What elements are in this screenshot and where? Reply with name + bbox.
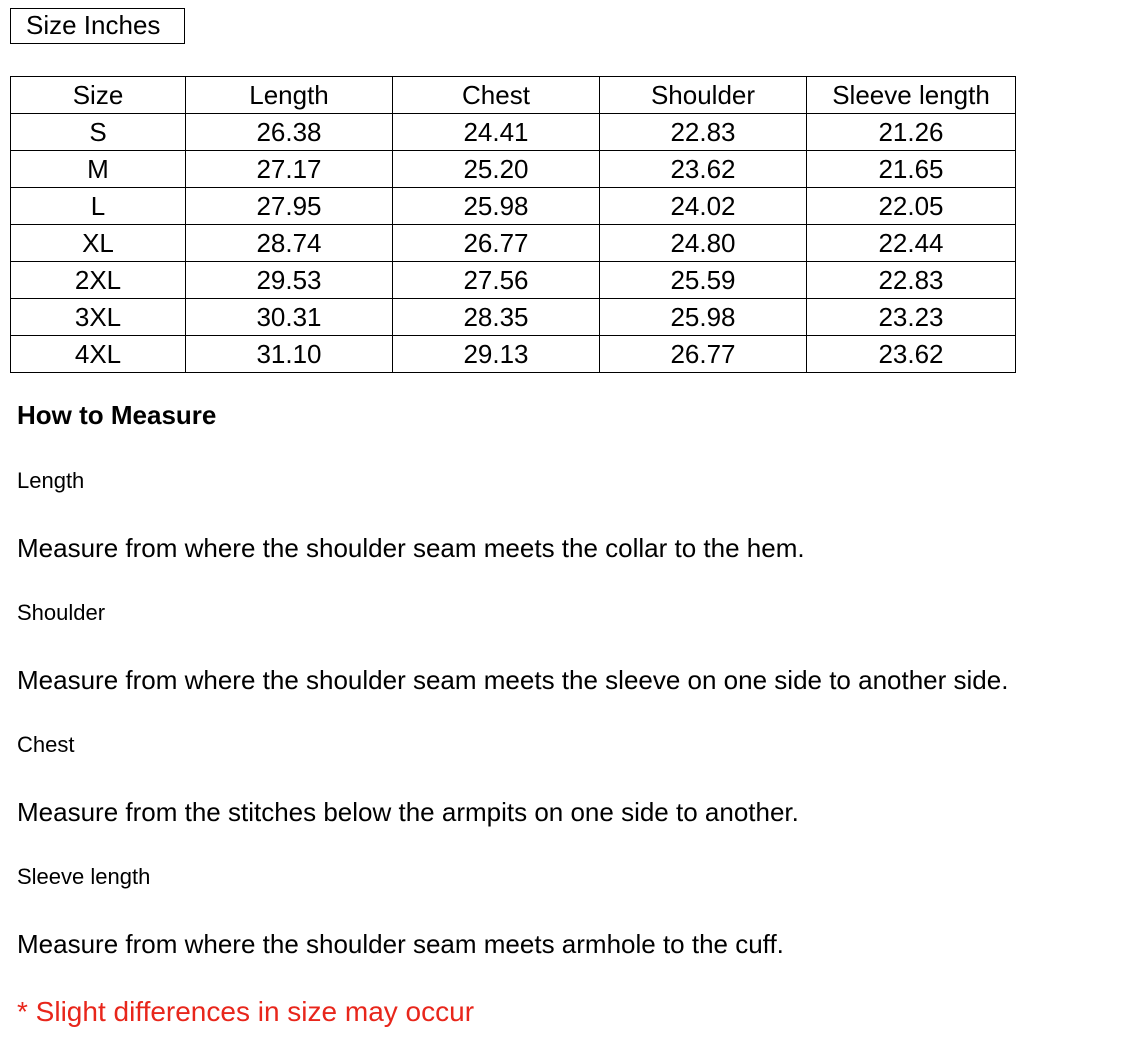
cell-sleeve-length: 22.05: [807, 188, 1016, 225]
term-chest: Chest: [17, 732, 75, 757]
unit-label: Size Inches: [10, 8, 185, 44]
cell-shoulder: 24.80: [600, 225, 807, 262]
table-row: [11, 299, 1016, 336]
table-header-row: [11, 77, 1016, 114]
cell-chest: 25.20: [393, 151, 600, 188]
cell-shoulder: 23.62: [600, 151, 807, 188]
cell-size: M: [11, 151, 186, 188]
cell-sleeve-length: 22.44: [807, 225, 1016, 262]
cell-length: 31.10: [186, 336, 393, 373]
cell-chest: 26.77: [393, 225, 600, 262]
desc-shoulder: Measure from where the shoulder seam meets the sleeve on one side to another side.: [17, 665, 1009, 695]
header-length: Length: [186, 77, 393, 114]
cell-length: 27.17: [186, 151, 393, 188]
table-row: [11, 151, 1016, 188]
table-row: [11, 188, 1016, 225]
cell-size: 2XL: [11, 262, 186, 299]
term-length: Length: [17, 468, 85, 493]
header-chest: Chest: [393, 77, 600, 114]
size-difference-note: * Slight differences in size may occur: [17, 996, 475, 1027]
cell-size: 3XL: [11, 299, 186, 336]
cell-length: 30.31: [186, 299, 393, 336]
cell-length: 28.74: [186, 225, 393, 262]
table-row: [11, 336, 1016, 373]
table-row: [11, 262, 1016, 299]
cell-shoulder: 25.59: [600, 262, 807, 299]
size-chart-table: [10, 76, 1016, 373]
cell-shoulder: 26.77: [600, 336, 807, 373]
desc-sleeve-length: Measure from where the shoulder seam meets armhole to the cuff.: [17, 929, 784, 959]
cell-length: 26.38: [186, 114, 393, 151]
cell-chest: 24.41: [393, 114, 600, 151]
cell-chest: 29.13: [393, 336, 600, 373]
cell-size: S: [11, 114, 186, 151]
cell-size: L: [11, 188, 186, 225]
header-size: Size: [11, 77, 186, 114]
cell-shoulder: 24.02: [600, 188, 807, 225]
header-shoulder: Shoulder: [600, 77, 807, 114]
desc-length: Measure from where the shoulder seam meets the collar to the hem.: [17, 533, 805, 563]
cell-sleeve-length: 23.62: [807, 336, 1016, 373]
table-row: [11, 225, 1016, 262]
cell-sleeve-length: 21.26: [807, 114, 1016, 151]
term-sleeve-length: Sleeve length: [17, 864, 151, 889]
how-to-measure-heading: How to Measure: [17, 400, 217, 430]
cell-size: 4XL: [11, 336, 186, 373]
cell-shoulder: 22.83: [600, 114, 807, 151]
table-row: [11, 114, 1016, 151]
cell-chest: 27.56: [393, 262, 600, 299]
desc-chest: Measure from the stitches below the armpits on one side to another.: [17, 797, 799, 827]
cell-size: XL: [11, 225, 186, 262]
cell-sleeve-length: 21.65: [807, 151, 1016, 188]
cell-sleeve-length: 22.83: [807, 262, 1016, 299]
header-sleeve-length: Sleeve length: [807, 77, 1016, 114]
term-shoulder: Shoulder: [17, 600, 106, 625]
cell-chest: 25.98: [393, 188, 600, 225]
cell-length: 27.95: [186, 188, 393, 225]
cell-sleeve-length: 23.23: [807, 299, 1016, 336]
cell-length: 29.53: [186, 262, 393, 299]
cell-chest: 28.35: [393, 299, 600, 336]
cell-shoulder: 25.98: [600, 299, 807, 336]
